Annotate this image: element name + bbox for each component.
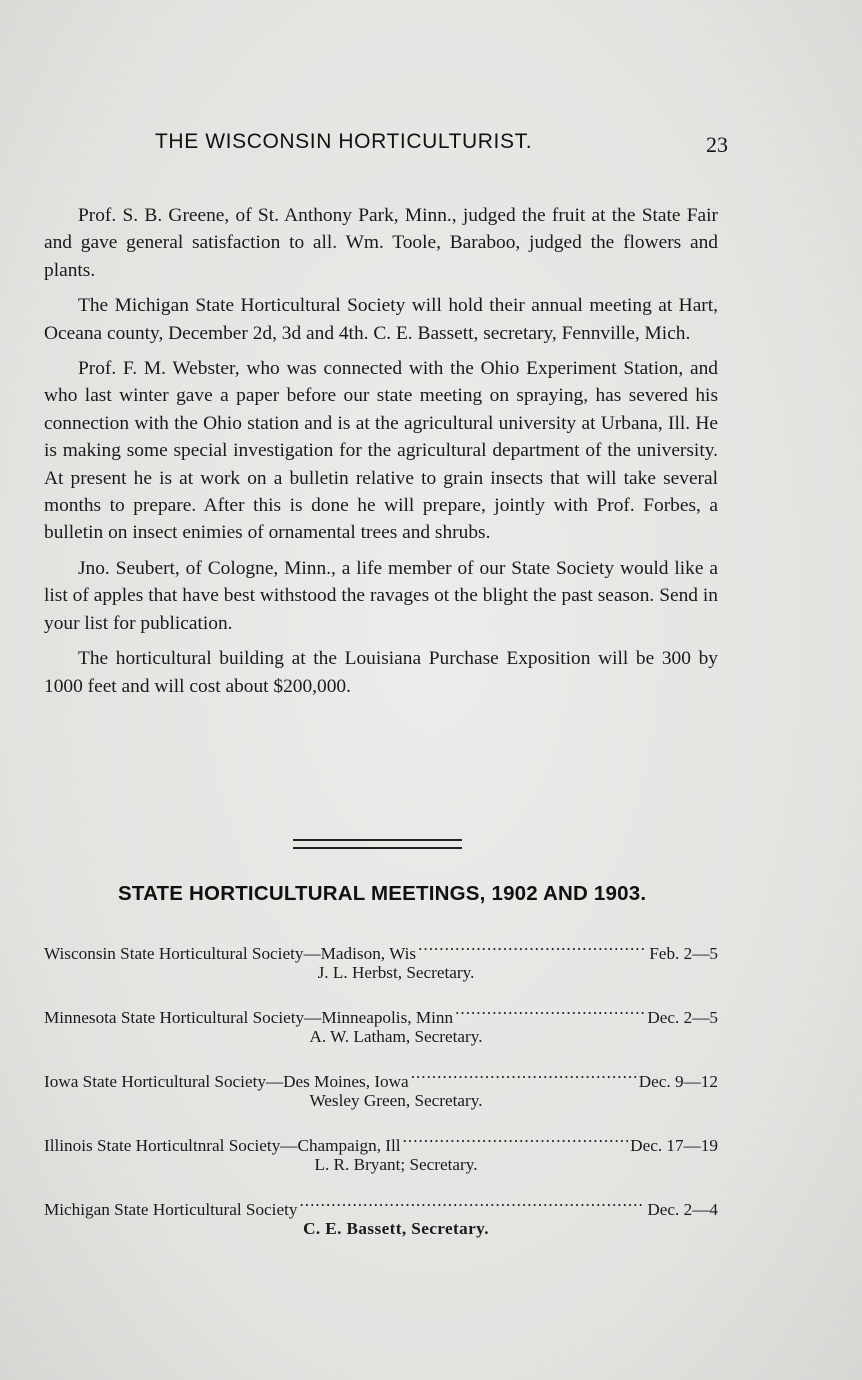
meeting-entry-michigan	[44, 1187, 718, 1243]
dot-leader	[418, 931, 647, 959]
paragraph-greene: Prof. S. B. Greene, of St. Anthony Park, Minn., judged the fruit at the State Fair and gave general satisfaction to all. Wm. Toole, Baraboo, judged the flowers and plants.	[44, 205, 718, 281]
divider-line-top	[293, 839, 462, 841]
meeting-entry-minnesota	[44, 995, 718, 1051]
meeting-date: Dec. 17—19	[630, 1136, 718, 1155]
meeting-secretary: J. L. Herbst, Secretary.	[317, 963, 475, 982]
meeting-date: Dec. 2—5	[647, 1008, 718, 1027]
meeting-entry-wisconsin	[44, 931, 718, 987]
meeting-society: Minnesota State Horticultural Society—Minneapolis, Minn	[44, 1008, 454, 1027]
meeting-secretary: C. E. Bassett, Secretary.	[303, 1219, 489, 1238]
paragraph-exposition: The horticultural building at the Louisiana Purchase Exposition will be 300 by 1000 feet and will cost about $200,000.	[44, 648, 718, 697]
meetings-heading: STATE HORTICULTURAL MEETINGS, 1902 AND 1903.	[118, 882, 647, 905]
running-head	[44, 130, 728, 162]
meeting-entry-illinois	[44, 1123, 718, 1179]
meeting-secretary: Wesley Green, Secretary.	[309, 1091, 483, 1110]
news-items	[44, 202, 718, 708]
dot-leader	[403, 1123, 629, 1151]
meeting-date: Dec. 9—12	[638, 1072, 718, 1091]
page-number: 23	[706, 132, 728, 157]
section-divider	[293, 839, 462, 849]
meeting-society: Wisconsin State Horticultural Society—Madison, Wis	[44, 944, 417, 963]
dot-leader	[455, 995, 645, 1023]
paragraph-seubert: Jno. Seubert, of Cologne, Minn., a life member of our State Society would like a list of apples that have best withstood the ravages ot the blight the past season. Send in your list for publication.	[44, 557, 718, 634]
divider-line-bottom	[293, 847, 462, 849]
dot-leader	[299, 1187, 645, 1215]
journal-title: THE WISCONSIN HORTICULTURIST.	[155, 130, 533, 153]
meetings-list	[44, 931, 718, 1251]
meeting-secretary: A. W. Latham, Secretary.	[309, 1027, 483, 1046]
dot-leader	[411, 1059, 637, 1087]
meeting-society: Illinois State Horticultnral Society—Champaign, Ill	[44, 1136, 401, 1155]
meeting-entry-iowa	[44, 1059, 718, 1115]
meeting-society: Iowa State Horticultural Society—Des Moines, Iowa	[44, 1072, 409, 1091]
meeting-society: Michigan State Horticultural Society	[44, 1200, 298, 1219]
meeting-secretary: L. R. Bryant; Secretary.	[314, 1155, 478, 1174]
meeting-date: Dec. 2—4	[647, 1200, 718, 1219]
paragraph-webster: Prof. F. M. Webster, who was connected with the Ohio Experiment Station, and who last winter gave a paper before our state meeting on spraying, has severed his connection with the Ohio station and is at the agricultural university at Urbana, Ill. He is making some special investigation for the agricultural department of the university. At present he is at work on a bulletin relative to grain insects that will take several months to prepare. After this is done he will prepare, jointly with Prof. Forbes, a bulletin on insect enimies of ornamental trees and shrubs.	[44, 358, 718, 544]
meeting-date: Feb. 2—5	[649, 944, 718, 963]
paragraph-michigan-meeting: The Michigan State Horticultural Society will hold their annual meeting at Hart, Oceana county, December 2d, 3d and 4th. C. E. Bassett, secretary, Fennville, Mich.	[44, 295, 718, 344]
